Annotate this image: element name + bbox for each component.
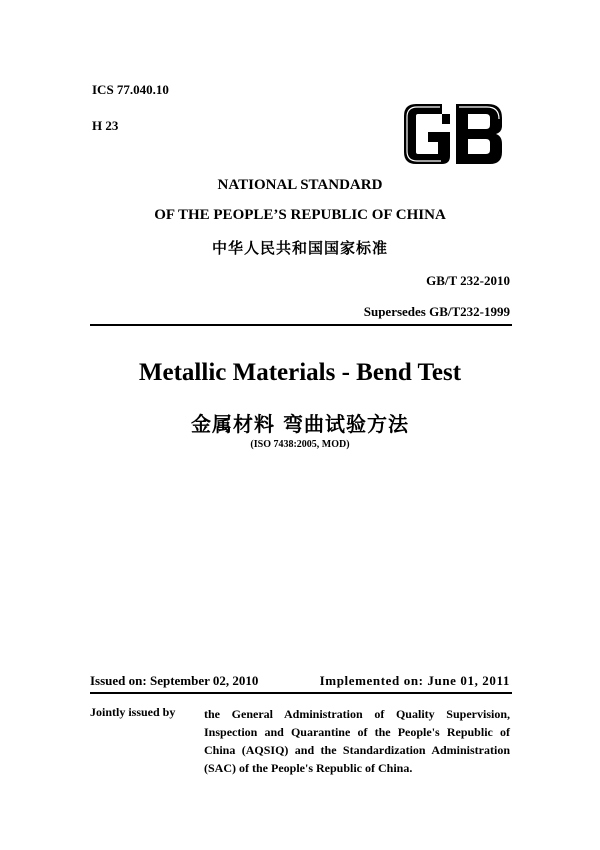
- standard-title-line1: NATIONAL STANDARD: [217, 177, 383, 193]
- iso-reference: (ISO 7438:2005, MOD): [250, 439, 350, 450]
- standard-number: GB/T 232-2010: [426, 273, 510, 288]
- ics-code: ICS 77.040.10: [92, 82, 169, 97]
- standard-title-line2: OF THE PEOPLE’S REPUBLIC OF CHINA: [154, 207, 446, 223]
- top-divider: [90, 324, 512, 326]
- implemented-date: Implemented on: June 01, 2011: [319, 673, 510, 688]
- issuing-authorities: the General Administration of Quality Supervision, Inspection and Quarantine of the People's Republic of China (AQSIQ) and the Standardization Administration (SAC) of the People's Republic of China.: [204, 707, 510, 775]
- classification-code: H 23: [92, 118, 119, 133]
- document-title: Metallic Materials - Bend Test: [138, 359, 462, 386]
- gb-logo: [398, 98, 508, 170]
- standard-title-chinese: 中华人民共和国国家标准: [211, 239, 388, 257]
- bottom-divider: [90, 692, 512, 694]
- supersedes-note: Supersedes GB/T232-1999: [363, 304, 510, 319]
- document-title-chinese: 金属材料 弯曲试验方法: [191, 412, 409, 436]
- jointly-issued-label: Jointly issued by: [90, 705, 176, 719]
- issued-date: Issued on: September 02, 2010: [90, 673, 259, 688]
